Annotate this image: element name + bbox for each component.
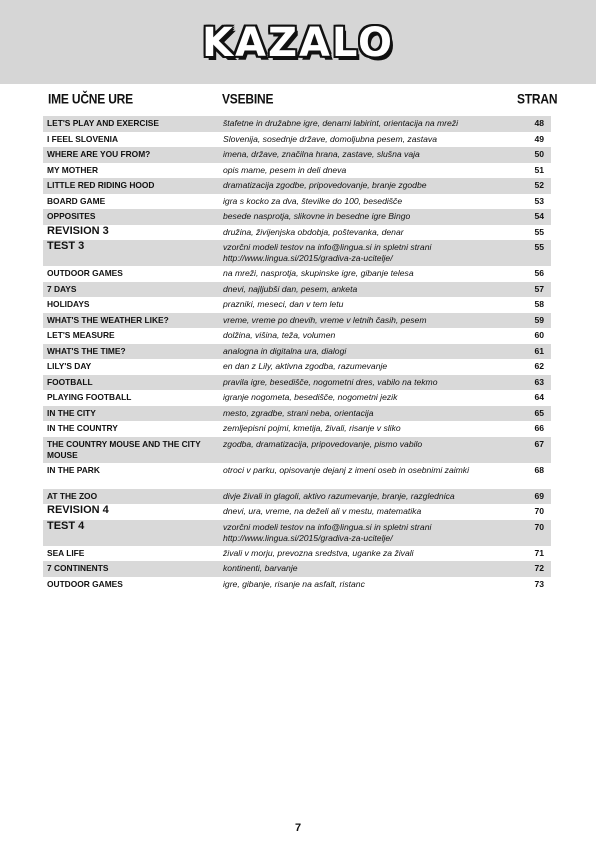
lesson-page: 71 (534, 547, 544, 558)
lesson-title: THE COUNTRY MOUSE AND THE CITY MOUSE (47, 438, 201, 460)
lesson-title: IN THE PARK (47, 464, 100, 475)
lesson-page: 53 (534, 195, 544, 206)
lesson-content: igranje nogometa, besedišče, nogometni jezik (223, 392, 398, 402)
table-row (43, 421, 551, 437)
lesson-page: 57 (534, 283, 544, 294)
lesson-content: Slovenija, sosednje države, domoljubna pesem, zastava (223, 133, 438, 144)
lesson-title: LITTLE RED RIDING HOOD (47, 180, 155, 190)
lesson-content: divje živali in glagoli, aktivo razumevanje, branje, razglednica (223, 490, 455, 501)
lesson-content: dnevi, ura, vreme, na deželi ali v mestu, matematika (223, 506, 422, 516)
lesson-title: 7 DAYS (47, 283, 77, 294)
lesson-title: HOLIDAYS (47, 299, 90, 309)
lesson-content: vzorčni modeli testov na info@lingua.si in spletni strani http://www.lingua.si/2015/gradiva-za-ucitelje/ (223, 242, 432, 263)
table-row (43, 463, 551, 489)
lesson-title: TEST 4 (47, 519, 85, 532)
lesson-content: imena, države, značilna hrana, zastave, slušna vaja (223, 149, 420, 159)
lesson-page: 61 (534, 345, 544, 356)
lesson-content: analogna in digitalna ura, dialogi (223, 345, 347, 356)
table-row (43, 328, 551, 344)
column-header-content: VSEBINE (222, 90, 274, 108)
lesson-content: opis mame, pesem in deli dneva (223, 164, 347, 175)
table-row (43, 282, 551, 298)
table-row (43, 116, 551, 132)
lesson-content: en dan z Lily, aktivna zgodba, razumevanje (223, 361, 388, 371)
lesson-content: dolžina, višina, teža, volumen (223, 330, 336, 340)
table-row (43, 561, 551, 577)
lesson-page: 66 (534, 423, 544, 433)
lesson-content: dramatizacija zgodbe, pripovedovanje, branje zgodbe (223, 180, 427, 190)
lesson-page: 51 (534, 164, 544, 175)
page-number: 7 (294, 822, 302, 834)
lesson-content: dnevi, najljubši dan, pesem, anketa (223, 283, 358, 294)
lesson-title: IN THE CITY (47, 407, 96, 418)
lesson-title: I FEEL SLOVENIA (47, 133, 119, 144)
lesson-content: besede nasprotja, slikovne in besedne igre Bingo (223, 211, 411, 221)
table-row (43, 520, 551, 546)
lesson-title: OPPOSITES (47, 211, 96, 221)
lesson-title: SEA LIFE (47, 547, 85, 558)
lesson-content: mesto, zgradbe, strani neba, orientacija (223, 407, 374, 418)
lesson-page: 63 (534, 376, 544, 387)
lesson-page: 69 (534, 490, 544, 501)
table-row (43, 359, 551, 375)
lesson-page: 55 (534, 226, 544, 237)
table-row (43, 489, 551, 505)
table-row (43, 344, 551, 360)
lesson-page: 62 (534, 361, 544, 371)
lesson-title: OUTDOOR GAMES (47, 578, 123, 589)
lesson-page: 65 (534, 407, 544, 418)
lesson-title: 7 CONTINENTS (47, 563, 109, 573)
lesson-page: 55 (534, 242, 544, 252)
lesson-content: živali v morju, prevozna sredstva, uganke za živali (223, 547, 414, 558)
lesson-title: WHAT'S THE WEATHER LIKE? (47, 314, 169, 325)
lesson-content: štafetne in družabne igre, denarni labirint, orientacija na mreži (223, 118, 459, 128)
lesson-title: PLAYING FOOTBALL (47, 392, 132, 402)
lesson-page: 49 (534, 133, 544, 144)
lesson-page: 54 (534, 211, 544, 221)
lesson-page: 68 (534, 464, 544, 475)
lesson-content: vreme, vreme po dnevih, vreme v letnih časih, pesem (223, 314, 427, 325)
table-row (43, 132, 551, 148)
lesson-page: 60 (534, 330, 544, 340)
table-row (43, 313, 551, 329)
lesson-content: prazniki, meseci, dan v tem letu (223, 299, 344, 309)
lesson-page: 64 (534, 392, 544, 402)
lesson-page: 48 (534, 118, 544, 128)
table-row (43, 297, 551, 313)
page-title: KAZALO (202, 20, 394, 66)
lesson-title: BOARD GAME (47, 195, 106, 206)
lesson-title: OUTDOOR GAMES (47, 268, 123, 278)
lesson-content: otroci v parku, opisovanje dejanj z imeni oseb in osebnimi zaimki (223, 464, 469, 475)
lesson-title: AT THE ZOO (47, 490, 98, 501)
lesson-page: 73 (534, 578, 544, 589)
lesson-content: igra s kocko za dva, številke do 100, besedišče (223, 195, 403, 206)
lesson-title: MY MOTHER (47, 164, 99, 175)
lesson-content: zgodba, dramatizacija, pripovedovanje, pismo vabilo (223, 438, 423, 449)
table-row (43, 406, 551, 422)
table-row (43, 163, 551, 179)
table-row (43, 225, 551, 241)
lesson-title: TEST 3 (47, 240, 85, 252)
lesson-content: kontinenti, barvanje (223, 563, 298, 573)
lesson-title: WHERE ARE YOU FROM? (47, 149, 151, 159)
lesson-page: 59 (534, 314, 544, 325)
table-row (43, 504, 551, 520)
lesson-title: FOOTBALL (47, 376, 93, 387)
table-row (43, 147, 551, 163)
lesson-content: igre, gibanje, risanje na asfalt, ristanc (223, 578, 365, 589)
lesson-title: REVISION 3 (47, 224, 109, 237)
column-header-lesson: IME UČNE URE (48, 90, 133, 108)
table-row (43, 266, 551, 282)
lesson-page: 72 (534, 563, 544, 573)
lesson-content: pravila igre, besedišče, nogometni dres, vabilo na tekmo (223, 376, 438, 387)
table-row (43, 390, 551, 406)
lesson-content: zemljepisni pojmi, kmetija, živali, risanje v sliko (223, 423, 401, 433)
table-row (43, 178, 551, 194)
lesson-title: LILY'S DAY (47, 361, 92, 371)
lesson-page: 50 (534, 149, 544, 159)
lesson-page: 70 (534, 521, 544, 532)
lesson-page: 56 (534, 268, 544, 278)
table-row (43, 209, 551, 225)
lesson-title: IN THE COUNTRY (47, 423, 118, 433)
table-row (43, 437, 551, 463)
lesson-content: družina, živijenjska obdobja, poštevanka, denar (223, 226, 404, 237)
table-row (43, 546, 551, 562)
lesson-title: LET'S PLAY AND EXERCISE (47, 118, 159, 128)
lesson-page: 58 (534, 299, 544, 309)
lesson-content: vzorčni modeli testov na info@lingua.si in spletni strani http://www.lingua.si/2015/gradiva-za-ucitelje/ (223, 521, 432, 543)
lesson-title: LET'S MEASURE (47, 330, 115, 340)
table-of-contents (43, 116, 551, 592)
table-row (43, 240, 551, 266)
table-row (43, 194, 551, 210)
lesson-title: REVISION 4 (47, 504, 109, 516)
lesson-page: 70 (534, 506, 544, 516)
lesson-page: 67 (534, 438, 544, 449)
lesson-title: WHAT'S THE TIME? (47, 345, 126, 356)
lesson-page: 52 (534, 180, 544, 190)
table-row (43, 577, 551, 593)
table-row (43, 375, 551, 391)
column-header-page: STRAN (517, 90, 558, 108)
lesson-content: na mreži, nasprotja, skupinske igre, gibanje telesa (223, 268, 414, 278)
